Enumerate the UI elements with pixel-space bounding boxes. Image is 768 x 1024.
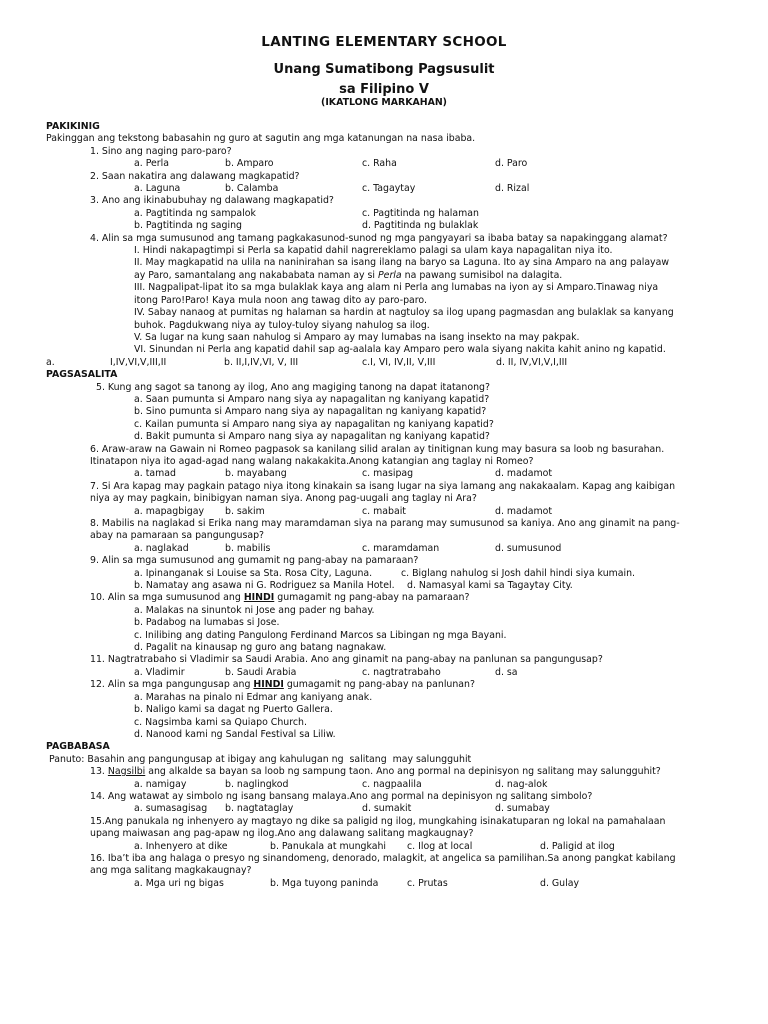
choice-b: b. Amparo	[225, 158, 274, 170]
question-4: 4. Alin sa mga sumusunod ang tamang pagkakasunod-sunod ng mga pangyayari sa ibaba batay sa napakinggang alamat?	[90, 232, 668, 244]
question-9: 9. Alin sa mga sumusunod ang gumamit ng pang-abay na pamaraan?	[90, 555, 419, 567]
choice-c: c. mabait	[362, 505, 406, 517]
choice-c: c. Biglang nahulog si Josh dahil hindi siya kumain.	[401, 567, 636, 579]
choice-d: d. Pagalit na kinausap ng guro ang batang nagnakaw.	[134, 642, 387, 654]
event-v: V. Sa lugar na kung saan nahulog si Amparo ay may lumabas na isang insekto na may pakpak.	[134, 331, 580, 343]
choice-d: d. sumabay	[495, 803, 550, 815]
quarter-label: (IKATLONG MARKAHAN)	[321, 97, 447, 108]
choice-c: c. Raha	[362, 158, 397, 170]
choice-b: b. Mga tuyong paninda	[270, 877, 379, 889]
choice-d: d. Rizal	[495, 183, 530, 195]
exam-title-line-1: Unang Sumatibong Pagsusulit	[273, 62, 495, 77]
choice-b: b. mayabang	[225, 468, 287, 480]
question-13	[90, 766, 736, 778]
question-14: 14. Ang watawat ay simbolo ng isang bansang malaya.Ano ang pormal na depinisyon ng salitang simbolo?	[90, 790, 593, 802]
choice-b: b. naglingkod	[225, 778, 289, 790]
event-iv: IV. Sabay nanaog at pumitas ng halaman sa hardin at nagtuloy sa ilog upang pagmasdan ang bulaklak sa kanyang	[134, 307, 674, 319]
question-7: 7. Si Ara kapag may pagkain patago niya itong kinakain sa isang lugar na siya lamang ang nakakaalam. Kapag ang kaibigan	[90, 480, 676, 492]
choices-row	[134, 543, 736, 555]
question-6: 6. Araw-araw na Gawain ni Romeo pagpasok sa kanilang silid aralan ay tinitignan kung may basura sa loob ng basurahan.	[90, 443, 665, 455]
section-heading-pakikinig: PAKIKINIG	[46, 121, 100, 132]
choice-b: b. II,I,IV,VI, V, III	[224, 356, 299, 368]
text-span: 12. Alin sa mga pangungusap ang	[90, 679, 254, 691]
question-12	[90, 679, 736, 691]
choice-b: b. Calamba	[225, 183, 279, 195]
choice-a: a. namigay	[134, 778, 187, 790]
choices-row	[134, 803, 736, 815]
school-name: LANTING ELEMENTARY SCHOOL	[261, 34, 507, 50]
choice-d: d. Pagtitinda ng bulaklak	[362, 220, 479, 232]
question-15-continued: upang maiwasan ang pag-apaw ng ilog.Ano ang dalawang salitang magkaugnay?	[90, 828, 474, 840]
text-span: gumagamit ng pang-abay na panlunan?	[283, 679, 475, 691]
exam-title-line-2: sa Filipino V	[339, 82, 429, 97]
choice-d: d. sa	[495, 666, 518, 678]
event-i: I. Hindi nakapagtimpi si Perla sa kapatid dahil nagrereklamo palagi sa ulam kaya napagalitan niya ito.	[134, 245, 613, 257]
question-5: 5. Kung ang sagot sa tanong ay ilog, Ano ang magiging tanong na dapat itatanong?	[96, 381, 490, 393]
choice-b: b. Panukala at mungkahi	[270, 840, 387, 852]
choice-d: d. sumusunod	[495, 542, 562, 554]
choice-d: d. Paro	[495, 158, 528, 170]
choice-d: d. madamot	[495, 505, 553, 517]
emphasis-hindi: HINDI	[243, 592, 275, 604]
question-8: 8. Mabilis na naglakad si Erika nang may maramdaman siya na parang may sumusunod sa kaniya. Ano ang ginamit na pang-	[90, 518, 680, 529]
choices-row	[134, 183, 736, 195]
text-span: 13.	[90, 766, 108, 778]
choice-c: d. sumakit	[362, 803, 412, 815]
choice-c: c. Nagsimba kami sa Quiapo Church.	[134, 716, 307, 728]
choice-b: b. Saudi Arabia	[225, 666, 297, 678]
underlined-word: Nagsilbi	[107, 766, 146, 778]
choice-a: a. Mga uri ng bigas	[134, 877, 224, 889]
emphasis-hindi: HINDI	[253, 679, 284, 691]
choice-b: b. nagtataglay	[225, 803, 294, 815]
event-vi: VI. Sinundan ni Perla ang kapatid dahil sap ag-aalala kay Amparo pero wala siyang nakita kahit anino ng kapatid.	[134, 344, 666, 356]
choice-a: a. tamad	[134, 468, 176, 480]
exam-content	[46, 121, 736, 890]
event-ii: II. May magkapatid na ulila na naninirahan sa isang ilang na baryo sa Laguna. Ito ay sina Amparo na ang palayaw	[134, 257, 670, 269]
choice-c: c. Inilibing ang dating Pangulong Ferdinand Marcos sa Libingan ng mga Bayani.	[134, 629, 507, 641]
choice-c: c. Pagtitinda ng halaman	[362, 207, 479, 219]
text-span: ay Paro, samantalang ang nakababata naman ay si	[134, 269, 379, 281]
choice-a: a. Laguna	[134, 183, 181, 195]
choices-row	[134, 841, 736, 853]
question-16: 16. Iba’t iba ang halaga o presyo ng sinandomeng, denorado, malagkit, at angelica sa pamilihan.Sa anong pangkat kabilang	[90, 852, 676, 864]
text-span: gumagamit ng pang-abay na pamaraan?	[274, 592, 470, 604]
choice-d: d. madamot	[495, 468, 553, 480]
choice-a: a. mapagbigay	[134, 505, 205, 517]
text-span: ang alkalde sa bayan sa loob ng sampung taon. Ano ang pormal na depinisyon ng salitang may salungguhit?	[145, 766, 661, 778]
choice-c: c.I, VI, IV,II, V,III	[362, 356, 436, 368]
choices-row	[134, 667, 736, 679]
choices-row	[134, 158, 736, 170]
question-16-continued: ang mga salitang magkakaugnay?	[90, 865, 252, 877]
choices-row	[46, 357, 736, 369]
question-2: 2. Saan nakatira ang dalawang magkapatid?	[90, 170, 300, 182]
question-11: 11. Nagtratrabaho si Vladimir sa Saudi Arabia. Ano ang ginamit na pang-abay na panlunan sa pangungusap?	[90, 654, 603, 666]
choice-a: a. Pagtitinda ng sampalok	[134, 207, 256, 219]
choice-b: b. sakim	[225, 505, 265, 517]
choices-row	[134, 568, 736, 580]
question-1: 1. Sino ang naging paro-paro?	[90, 145, 232, 157]
question-3: 3. Ano ang ikinabubuhay ng dalawang magkapatid?	[90, 195, 334, 207]
choice-c: c. Ilog at local	[407, 840, 473, 852]
choice-d: d. Bakit pumunta si Amparo nang siya ay napagalitan ng kaniyang kapatid?	[134, 431, 490, 443]
event-ii-continued	[134, 270, 736, 282]
choice-a: I,IV,VI,V,III,II	[110, 356, 167, 368]
section-heading-pagbabasa: PAGBABASA	[46, 741, 110, 753]
choice-d: d. Paligid at ilog	[540, 840, 615, 852]
question-10	[90, 592, 736, 604]
choices-row	[134, 506, 736, 518]
choice-b: b. mabilis	[225, 542, 271, 554]
choice-a: a. naglakad	[134, 542, 189, 554]
choice-c: c. nagtratrabaho	[362, 666, 441, 678]
choice-d: d. Namasyal kami sa Tagaytay City.	[407, 580, 573, 592]
choices-row	[134, 878, 736, 890]
choice-c: c. masipag	[362, 468, 414, 480]
choice-c: c. nagpaalila	[362, 778, 422, 790]
choice-d: d. Gulay	[540, 877, 580, 889]
choice-a: a. Malakas na sinuntok ni Jose ang pader ng bahay.	[134, 604, 375, 616]
choice-a: a. Inhenyero at dike	[134, 840, 228, 852]
choices-row	[134, 220, 736, 232]
choices-row	[134, 208, 736, 220]
choice-a-letter: a.	[46, 356, 55, 368]
choice-b: b. Naligo kami sa dagat ng Puerto Gallera.	[134, 704, 333, 716]
choice-a: a. Saan pumunta si Amparo nang siya ay napagalitan ng kaniyang kapatid?	[134, 393, 490, 405]
choice-b: b. Sino pumunta si Amparo nang siya ay napagalitan ng kaniyang kapatid?	[134, 406, 487, 418]
question-15: 15.Ang panukala ng inhenyero ay magtayo ng dike sa paligid ng ilog, mungkahing isinakatuparan ng lokal na pamahalaan	[90, 815, 666, 827]
choice-a: a. Marahas na pinalo ni Edmar ang kaniyang anak.	[134, 691, 373, 703]
section-heading-pagsasalita: PAGSASALITA	[46, 369, 118, 381]
choices-row	[134, 580, 736, 592]
choice-a: a. Ipinanganak si Louise sa Sta. Rosa City, Laguna.	[134, 567, 373, 579]
question-7-continued: niya ay may pagkain, binibigyan naman siya. Anong pag-uugali ang taglay ni Ara?	[90, 493, 477, 505]
text-span: 10. Alin sa mga sumusunod ang	[90, 592, 244, 604]
choice-d: d. II, IV,VI,V,I,III	[496, 356, 568, 368]
text-span: na pawang sumisibol na dalagita.	[401, 269, 563, 281]
italic-name: Perla	[378, 269, 402, 281]
choices-row	[134, 468, 736, 480]
choice-d: d. Nanood kami ng Sandal Festival sa Liliw.	[134, 728, 336, 740]
choice-b: b. Pagtitinda ng saging	[134, 220, 242, 232]
choice-c: c. Tagaytay	[362, 183, 416, 195]
choices-row	[134, 779, 736, 791]
event-iv-continued: buhok. Pagdukwang niya ay tuloy-tuloy siyang nahulog sa ilog.	[134, 319, 430, 331]
exam-title	[0, 60, 768, 100]
choice-d: d. nag-alok	[495, 778, 548, 790]
question-8-continued: abay na pamaraan sa pangungusap?	[90, 530, 265, 542]
section-instruction: Pakinggan ang tekstong babasahin ng guro at sagutin ang mga katanungan na nasa ibaba.	[46, 133, 476, 145]
choice-a: a. sumasagisag	[134, 803, 208, 815]
choice-b: b. Padabog na lumabas si Jose.	[134, 617, 280, 629]
choice-c: c. maramdaman	[362, 542, 440, 554]
choice-b: b. Namatay ang asawa ni G. Rodriguez sa Manila Hotel.	[134, 580, 395, 592]
choice-c: c. Kailan pumunta si Amparo nang siya ay napagalitan ng kaniyang kapatid?	[134, 418, 494, 430]
choice-a: a. Perla	[134, 158, 169, 170]
question-6-continued: Itinatapon niya ito agad-agad nang walang nakakakita.Anong katangian ang taglay ni Romeo?	[90, 455, 534, 467]
section-instruction: Panuto: Basahin ang pangungusap at ibigay ang kahulugan ng salitang may salungguhit	[46, 753, 472, 765]
event-iii-continued: itong Paro!Paro! Kaya mula noon ang tawag dito ay paro-paro.	[134, 294, 427, 306]
choice-a: a. Vladimir	[134, 666, 185, 678]
choice-c: c. Prutas	[407, 877, 448, 889]
event-iii: III. Nagpalipat-lipat ito sa mga bulaklak kaya ang alam ni Perla ang lumabas na iyon ay si Amparo.Tinawag niya	[134, 282, 659, 294]
